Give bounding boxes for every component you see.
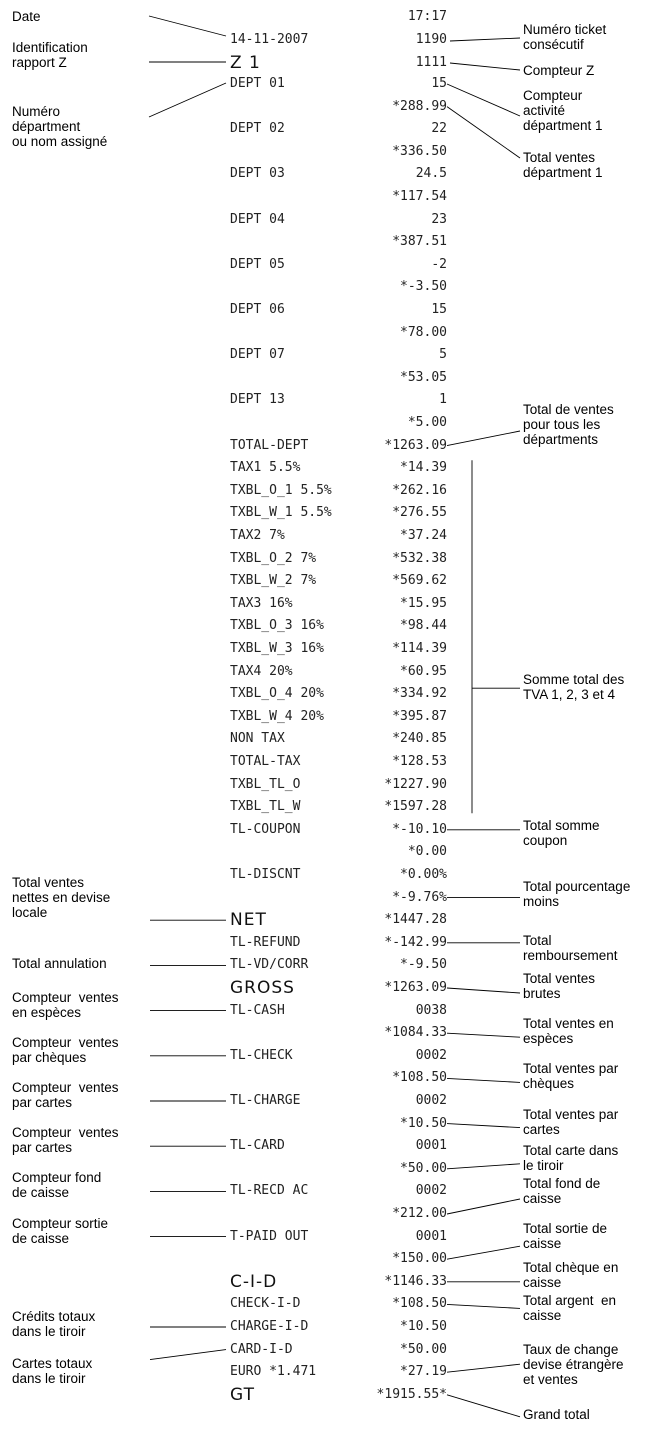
report-time: 17:17 <box>407 9 447 24</box>
annotation-left: Compteur ventes par cartes <box>12 1125 119 1156</box>
row-label: TL-COUPON <box>230 821 301 837</box>
row-value: *108.50 <box>392 1070 447 1086</box>
row-value: *0.00% <box>400 867 447 882</box>
row-label: TXBL_W_1 5.5% <box>230 505 332 521</box>
row-label: EURO *1.471 <box>230 1364 317 1380</box>
row-label: T-PAID OUT <box>230 1228 309 1244</box>
row-label: TXBL_W_2 7% <box>230 573 317 589</box>
row-value: 0002 <box>415 1047 447 1063</box>
right-leader-line <box>447 1364 520 1372</box>
row-label: CARD-I-D <box>230 1341 293 1357</box>
annotation-right: Total fond de caisse <box>523 1176 601 1206</box>
annotation-right: Numéro ticket consécutif <box>523 22 607 52</box>
annotation-right: Total de ventes pour tous les départments <box>523 402 614 447</box>
row-value: *150.00 <box>392 1251 447 1267</box>
right-leader-line <box>447 1304 520 1308</box>
row-value: *10.50 <box>400 1319 447 1334</box>
right-leader-line <box>450 38 520 41</box>
annotation-right: Somme total des TVA 1, 2, 3 et 4 <box>523 672 625 703</box>
annotation-right: Total argent en caisse <box>523 1293 617 1324</box>
right-leader-line <box>447 1395 520 1417</box>
row-label: TL-CASH <box>230 1002 285 1018</box>
row-value: *-10.10 <box>392 821 447 837</box>
row-value: *10.50 <box>400 1115 447 1131</box>
right-leader-line <box>450 63 520 70</box>
annotation-left: Cartes totaux dans le tiroir <box>12 1355 93 1386</box>
annotation-left: Date <box>12 9 41 24</box>
row-label: DEPT 04 <box>230 211 285 227</box>
report-date: 14-11-2007 <box>230 32 309 47</box>
row-value: *1447.28 <box>384 912 447 928</box>
row-label: TOTAL-DEPT <box>230 437 309 453</box>
annotation-right: Total ventes brutes <box>523 971 596 1001</box>
row-value: *117.54 <box>392 189 447 204</box>
row-value: *1084.33 <box>384 1025 447 1041</box>
annotation-right: Total somme coupon <box>523 817 600 848</box>
row-label: TL-RECD AC <box>230 1183 309 1199</box>
row-value: *78.00 <box>400 324 447 340</box>
row-value: *-9.50 <box>400 957 447 973</box>
right-leader-line <box>447 1164 520 1169</box>
row-label: NON TAX <box>230 731 285 747</box>
row-value: *1263.09 <box>384 980 447 995</box>
row-value: 15 <box>431 76 447 91</box>
row-value: 0002 <box>415 1093 447 1108</box>
row-label: TL-VD/CORR <box>230 957 309 973</box>
annotation-left: Compteur ventes par chèques <box>12 1034 119 1065</box>
right-leader-line <box>447 1078 520 1082</box>
row-label: DEPT 05 <box>230 256 285 272</box>
row-label: TL-CHECK <box>230 1047 293 1063</box>
row-label: GROSS <box>230 978 295 998</box>
annotation-right: Grand total <box>523 1406 590 1422</box>
annotation-right: Total pourcentage moins <box>523 879 631 909</box>
row-value: *50.00 <box>400 1341 447 1357</box>
annotation-left: Compteur ventes en espèces <box>12 989 119 1020</box>
row-value: *50.00 <box>400 1160 447 1176</box>
annotation-right: Compteur Z <box>523 63 595 78</box>
row-value: 0001 <box>415 1228 447 1244</box>
row-label: TL-DISCNT <box>230 867 301 882</box>
annotation-left: Compteur ventes par cartes <box>12 1080 119 1110</box>
annotation-left: Total ventes nettes en devise locale <box>12 875 111 921</box>
row-value: *532.38 <box>392 550 447 566</box>
row-value: *98.44 <box>400 618 447 634</box>
annotation-right: Total sortie de caisse <box>523 1221 608 1252</box>
row-value: *212.00 <box>392 1206 447 1221</box>
right-leader-line <box>447 988 520 993</box>
row-value: *276.55 <box>392 505 447 521</box>
row-value: 1 <box>439 392 447 408</box>
annotation-left: Total annulation <box>12 956 107 972</box>
row-label: C-I-D <box>230 1271 278 1292</box>
row-value: *5.00 <box>407 415 447 430</box>
annotation-right: Compteur activité départment 1 <box>523 88 603 133</box>
annotation-right: Total remboursement <box>523 932 618 963</box>
row-value: 0001 <box>415 1138 447 1154</box>
row-value: *262.16 <box>392 482 447 498</box>
annotation-right: Total ventes par chèques <box>523 1061 619 1092</box>
row-value: *15.95 <box>400 595 447 611</box>
row-value: *395.87 <box>392 708 447 724</box>
right-leader-line <box>447 107 520 158</box>
row-value: *334.92 <box>392 686 447 702</box>
annotation-right: Total ventes en espèces <box>523 1016 614 1047</box>
right-leader-line <box>447 431 520 446</box>
row-value: *14.39 <box>400 460 447 476</box>
annotation-right: Total carte dans le tiroir <box>523 1142 619 1173</box>
row-value: *1263.09 <box>384 437 447 453</box>
row-label: TOTAL-TAX <box>230 754 301 769</box>
annotation-left: Identification rapport Z <box>12 40 88 70</box>
row-value: *1597.28 <box>384 799 447 815</box>
right-leader-line <box>447 1124 520 1128</box>
row-label: TAX4 20% <box>230 663 293 679</box>
row-value: *60.95 <box>400 663 447 679</box>
row-value: 24.5 <box>415 166 447 182</box>
annotation-right: Total ventes départment 1 <box>523 150 603 180</box>
row-label: CHARGE-I-D <box>230 1319 309 1334</box>
row-label: TAX2 7% <box>230 528 285 543</box>
annotation-right: Total chèque en caisse <box>523 1259 619 1290</box>
left-leader-line <box>149 83 226 117</box>
left-leader-line <box>150 1350 226 1360</box>
annotation-right: Total ventes par cartes <box>523 1106 619 1137</box>
row-label: CHECK-I-D <box>230 1296 301 1312</box>
row-value: *0.00 <box>407 844 447 860</box>
row-value: *1227.90 <box>384 776 447 792</box>
row-value: 5 <box>439 347 447 363</box>
row-label: TXBL_W_4 20% <box>230 708 324 724</box>
row-value: -2 <box>431 256 447 272</box>
annotation-left: Crédits totaux dans le tiroir <box>12 1309 96 1339</box>
row-label: DEPT 03 <box>230 166 285 182</box>
z-report-id: Z 1 <box>230 53 261 73</box>
row-label: TL-CHARGE <box>230 1093 301 1108</box>
z-counter: 1111 <box>415 55 447 70</box>
ticket-number: 1190 <box>415 32 447 47</box>
row-value: *128.53 <box>392 754 447 769</box>
row-label: DEPT 13 <box>230 392 285 408</box>
row-value: *-142.99 <box>384 934 447 950</box>
row-label: TXBL_O_2 7% <box>230 550 317 566</box>
row-value: 15 <box>431 302 447 317</box>
left-leader-line <box>149 16 226 36</box>
annotation-right: Taux de change devise étrangère et ventes <box>523 1342 624 1388</box>
row-label: TAX3 16% <box>230 595 293 611</box>
row-label: TXBL_TL_O <box>230 776 301 792</box>
row-label: TAX1 5.5% <box>230 460 301 476</box>
row-value: 23 <box>431 211 447 227</box>
row-label: TXBL_O_4 20% <box>230 686 324 702</box>
row-value: *-9.76% <box>392 889 447 905</box>
row-value: *-3.50 <box>400 279 447 295</box>
row-label: NET <box>230 910 267 931</box>
row-label: DEPT 07 <box>230 347 285 363</box>
right-leader-line <box>447 1033 520 1037</box>
row-value: *288.99 <box>392 98 447 114</box>
annotation-left: Compteur fond de caisse <box>12 1170 102 1201</box>
row-label: TXBL_TL_W <box>230 799 301 815</box>
row-value: 0038 <box>415 1002 447 1018</box>
row-value: 0002 <box>415 1183 447 1199</box>
row-value: *114.39 <box>392 641 447 656</box>
row-value: *53.05 <box>400 369 447 385</box>
row-label: GT <box>230 1384 255 1405</box>
row-label: TXBL_O_3 16% <box>230 618 324 634</box>
row-value: *1146.33 <box>384 1273 447 1289</box>
row-label: DEPT 01 <box>230 76 285 91</box>
row-label: TXBL_W_3 16% <box>230 641 324 656</box>
row-label: DEPT 06 <box>230 302 285 317</box>
row-label: TL-REFUND <box>230 934 301 950</box>
row-value: *108.50 <box>392 1296 447 1312</box>
row-value: *27.19 <box>400 1364 447 1380</box>
annotation-left: Compteur sortie de caisse <box>12 1215 109 1246</box>
row-label: DEPT 02 <box>230 121 285 137</box>
row-value: *240.85 <box>392 731 447 747</box>
row-label: TXBL_O_1 5.5% <box>230 482 332 498</box>
right-leader-line <box>447 84 520 116</box>
row-value: *569.62 <box>392 573 447 589</box>
row-value: *336.50 <box>392 143 447 159</box>
row-value: *387.51 <box>392 234 447 250</box>
right-leader-line <box>447 1246 520 1259</box>
row-value: 22 <box>431 121 447 137</box>
row-label: TL-CARD <box>230 1138 285 1154</box>
annotation-left: Numéro départment ou nom assigné <box>12 104 108 149</box>
right-leader-line <box>447 1199 520 1214</box>
row-value: *37.24 <box>400 528 447 543</box>
row-value: *1915.55* <box>376 1386 447 1402</box>
